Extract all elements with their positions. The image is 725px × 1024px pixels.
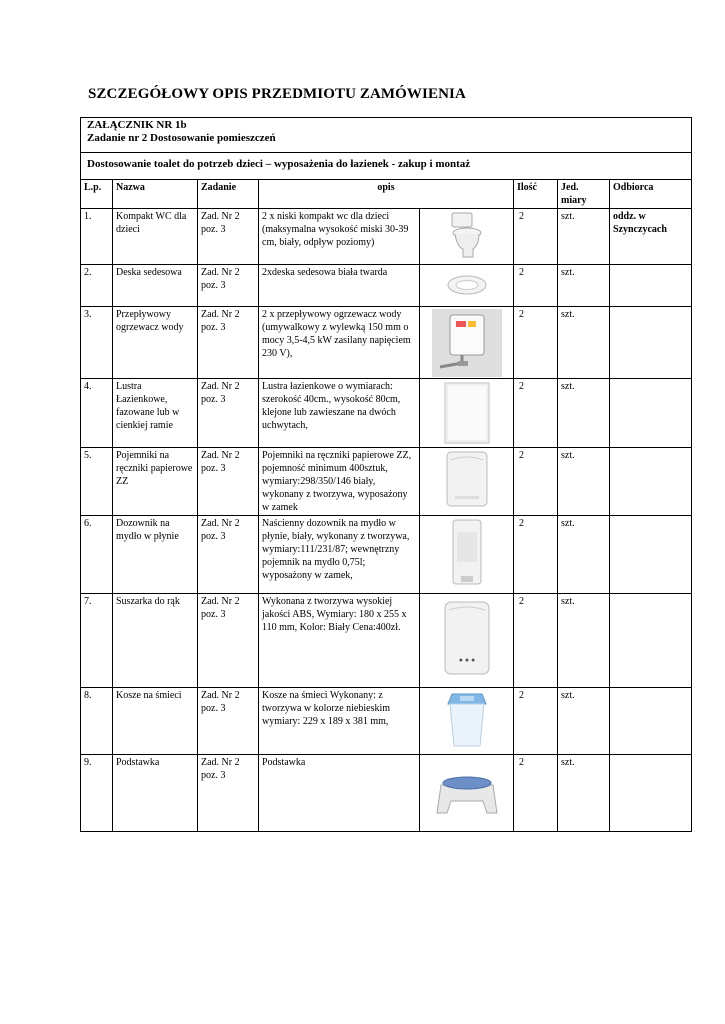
row-task: Zad. Nr 2 poz. 3 bbox=[198, 307, 259, 379]
row-lp: 4. bbox=[81, 379, 113, 448]
row-lp: 3. bbox=[81, 307, 113, 379]
specification-table bbox=[80, 117, 692, 832]
row-qty: 2 bbox=[514, 516, 558, 594]
row-recipient bbox=[610, 307, 692, 379]
row-unit: szt. bbox=[558, 379, 610, 448]
row-desc: Wykonana z tworzywa wysokiej jakości ABS, Wymiary: 180 x 255 x 110 mm, Kolor: Biały Cena:400zł. bbox=[259, 594, 420, 688]
row-lp: 2. bbox=[81, 265, 113, 307]
row-unit: szt. bbox=[558, 209, 610, 265]
col-qty: Ilość bbox=[514, 180, 558, 209]
row-recipient bbox=[610, 265, 692, 307]
row-desc: 2 x niski kompakt wc dla dzieci (maksymalna wysokość miski 30-39 cm, biały, odpływ poziomy) bbox=[259, 209, 420, 265]
row-desc: Naścienny dozownik na mydło w płynie, biały, wykonany z tworzywa, wymiary:111/231/87; wewnętrzny pojemnik na mydło 0,75l; wyposażony w zamek, bbox=[259, 516, 420, 594]
row-recipient bbox=[610, 448, 692, 516]
row-unit: szt. bbox=[558, 688, 610, 755]
table-row bbox=[81, 448, 692, 516]
table-row bbox=[81, 307, 692, 379]
task-label: Zadanie nr 2 Dostosowanie pomieszczeń bbox=[87, 132, 276, 144]
row-desc: Kosze na śmieci Wykonany: z tworzywa w kolorze niebieskim wymiary: 229 x 189 x 381 mm, bbox=[259, 688, 420, 755]
towel-dispenser-icon bbox=[420, 448, 514, 516]
row-name: Suszarka do rąk bbox=[113, 594, 198, 688]
row-qty: 2 bbox=[514, 755, 558, 832]
row-name: Dozownik na mydło w płynie bbox=[113, 516, 198, 594]
row-recipient bbox=[610, 688, 692, 755]
row-qty: 2 bbox=[514, 688, 558, 755]
row-recipient: oddz. w Szynczycach bbox=[610, 209, 692, 265]
table-row bbox=[81, 516, 692, 594]
col-recipient: Odbiorca bbox=[610, 180, 692, 209]
row-desc: 2xdeska sedesowa biała twarda bbox=[259, 265, 420, 307]
row-lp: 6. bbox=[81, 516, 113, 594]
row-lp: 7. bbox=[81, 594, 113, 688]
row-task: Zad. Nr 2 poz. 3 bbox=[198, 209, 259, 265]
row-name: Przepływowy ogrzewacz wody bbox=[113, 307, 198, 379]
toilet-icon bbox=[420, 209, 514, 265]
table-row bbox=[81, 379, 692, 448]
col-lp: L.p. bbox=[81, 180, 113, 209]
row-name: Kosze na śmieci bbox=[113, 688, 198, 755]
row-name: Podstawka bbox=[113, 755, 198, 832]
row-unit: szt. bbox=[558, 594, 610, 688]
col-desc: opis bbox=[259, 180, 514, 209]
row-desc: 2 x przepływowy ogrzewacz wody (umywalkowy z wylewką 150 mm o mocy 3,5-4,5 kW zasilany napięciem 230 V), bbox=[259, 307, 420, 379]
row-qty: 2 bbox=[514, 209, 558, 265]
row-recipient bbox=[610, 594, 692, 688]
annex-label: ZAŁĄCZNIK NR 1b bbox=[87, 119, 187, 131]
toilet-seat-icon bbox=[420, 265, 514, 307]
row-name: Kompakt WC dla dzieci bbox=[113, 209, 198, 265]
row-unit: szt. bbox=[558, 448, 610, 516]
water-heater-icon bbox=[420, 307, 514, 379]
row-lp: 9. bbox=[81, 755, 113, 832]
row-lp: 8. bbox=[81, 688, 113, 755]
row-qty: 2 bbox=[514, 448, 558, 516]
page-title: SZCZEGÓŁOWY OPIS PRZEDMIOTU ZAMÓWIENIA bbox=[88, 86, 466, 102]
table-row bbox=[81, 265, 692, 307]
table-row bbox=[81, 594, 692, 688]
row-lp: 1. bbox=[81, 209, 113, 265]
row-qty: 2 bbox=[514, 379, 558, 448]
row-task: Zad. Nr 2 poz. 3 bbox=[198, 265, 259, 307]
row-unit: szt. bbox=[558, 755, 610, 832]
row-unit: szt. bbox=[558, 265, 610, 307]
table-row bbox=[81, 209, 692, 265]
row-task: Zad. Nr 2 poz. 3 bbox=[198, 688, 259, 755]
row-desc: Lustra łazienkowe o wymiarach: szerokość 40cm., wysokość 80cm, klejone lub zawieszane na dwóch uchwytach, bbox=[259, 379, 420, 448]
col-name: Nazwa bbox=[113, 180, 198, 209]
row-qty: 2 bbox=[514, 265, 558, 307]
column-header-row bbox=[81, 180, 692, 209]
row-task: Zad. Nr 2 poz. 3 bbox=[198, 755, 259, 832]
step-stool-icon bbox=[420, 755, 514, 832]
row-recipient bbox=[610, 379, 692, 448]
row-unit: szt. bbox=[558, 516, 610, 594]
row-recipient bbox=[610, 755, 692, 832]
hand-dryer-icon bbox=[420, 594, 514, 688]
soap-dispenser-icon bbox=[420, 516, 514, 594]
svg-text:● ● ●: ● ● ● bbox=[458, 657, 475, 664]
row-recipient bbox=[610, 516, 692, 594]
trash-bin-icon bbox=[420, 688, 514, 755]
row-task: Zad. Nr 2 poz. 3 bbox=[198, 516, 259, 594]
row-lp: 5. bbox=[81, 448, 113, 516]
row-task: Zad. Nr 2 poz. 3 bbox=[198, 379, 259, 448]
table-row bbox=[81, 755, 692, 832]
mirror-icon bbox=[420, 379, 514, 448]
row-desc: Podstawka bbox=[259, 755, 420, 832]
row-name: Deska sedesowa bbox=[113, 265, 198, 307]
row-task: Zad. Nr 2 poz. 3 bbox=[198, 594, 259, 688]
annex-header bbox=[81, 118, 692, 153]
table-row bbox=[81, 688, 692, 755]
row-name: Pojemniki na ręczniki papierowe ZZ bbox=[113, 448, 198, 516]
row-qty: 2 bbox=[514, 307, 558, 379]
col-unit: Jed. miary bbox=[558, 180, 610, 209]
row-qty: 2 bbox=[514, 594, 558, 688]
subject-label: Dostosowanie toalet do potrzeb dzieci – wyposażenia do łazienek - zakup i montaż bbox=[81, 153, 692, 180]
row-desc: Pojemniki na ręczniki papierowe ZZ, pojemność minimum 400sztuk, wymiary:298/350/146 biały, wykonany z tworzywa, wyposażony w zamek bbox=[259, 448, 420, 516]
row-unit: szt. bbox=[558, 307, 610, 379]
row-name: Lustra Łazienkowe, fazowane lub w cienkiej ramie bbox=[113, 379, 198, 448]
row-task: Zad. Nr 2 poz. 3 bbox=[198, 448, 259, 516]
col-task: Zadanie bbox=[198, 180, 259, 209]
